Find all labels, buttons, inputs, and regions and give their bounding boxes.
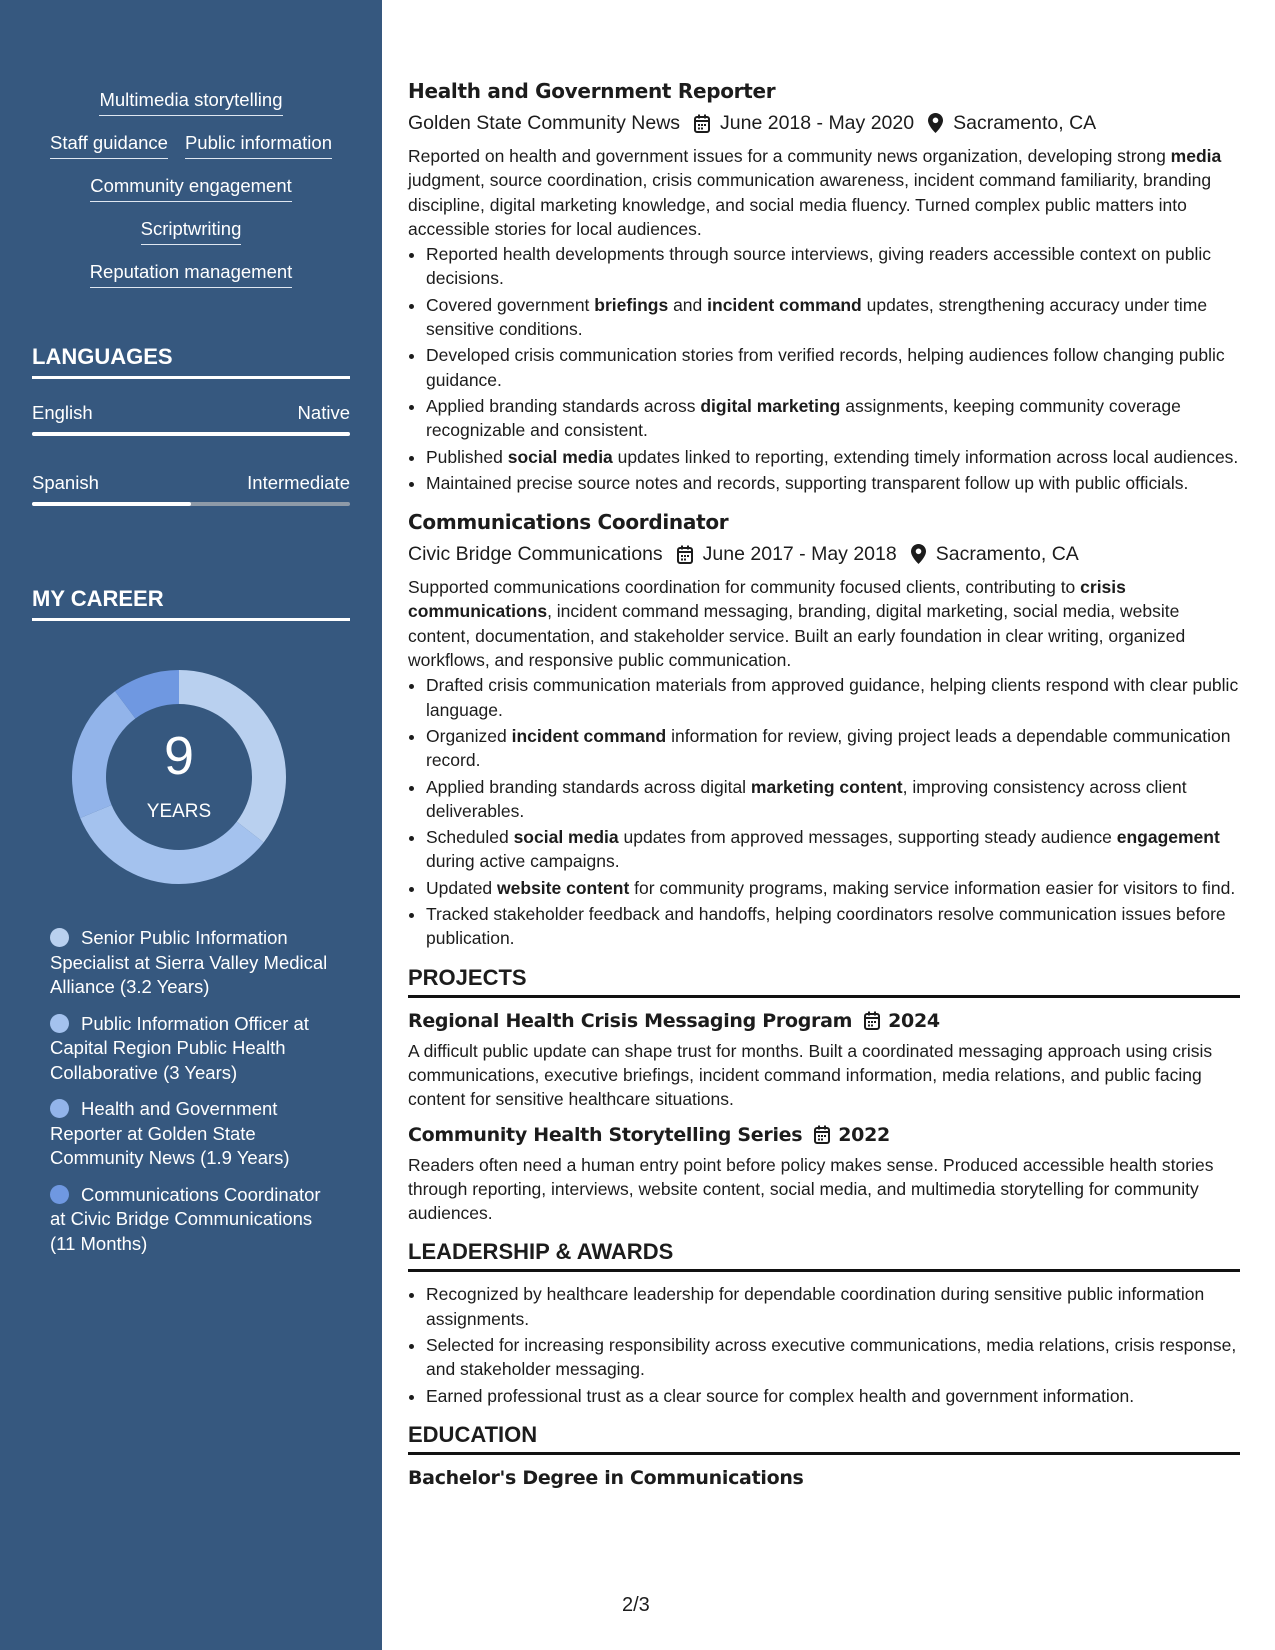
skill-tag: Community engagement [90, 174, 292, 202]
calendar-icon [864, 1011, 880, 1030]
bullet-item: • Updated website content for community programs, making service information easier for visitors to find. [426, 876, 1240, 900]
skill-tag: Staff guidance [50, 131, 168, 159]
bullet-item: • Organized incident command information for review, giving project leads a dependable communication record. [426, 724, 1240, 773]
project-header [408, 1122, 1240, 1148]
language-item [32, 402, 350, 436]
job-summary: Reported on health and government issues for a community news organization, developing strong media judgment, source coordination, crisis communication awareness, incident command familiarity, branding discipline, digital marketing knowledge, and social media fluency. Turned complex public matters into accessible stories for local audiences. [408, 146, 1222, 239]
job-location: Sacramento, CA [935, 543, 1079, 566]
language-bar [32, 502, 350, 506]
language-name: English [32, 402, 93, 423]
bullet-item: • Reported health developments through source interviews, giving readers accessible context on public decisions. [426, 242, 1240, 291]
experience-entry [408, 509, 1240, 950]
project-description: Readers often need a human entry point before policy makes sense. Produced accessible health stories through reporting, interviews, website content, social media, and multimedia storytelling for community audiences. [408, 1154, 1214, 1224]
projects-heading: PROJECTS [408, 965, 1240, 998]
skill-tag: Public information [185, 131, 332, 159]
sidebar [0, 0, 382, 1650]
career-legend-text: Senior Public Information Specialist at Sierra Valley Medical Alliance (3.2 Years) [50, 927, 328, 997]
project-year: 2022 [838, 1123, 890, 1146]
career-legend-text: Public Information Officer at Capital Region Public Health Collaborative (3 Years) [50, 1012, 309, 1083]
career-legend-text: Communications Coordinator at Civic Bridge Communications (11 Months) [50, 1183, 321, 1254]
company-name: Golden State Community News [408, 112, 681, 134]
career-legend-item [50, 926, 340, 1000]
job-bullets [408, 673, 1240, 950]
experience-entry [408, 78, 1240, 495]
project-description: A difficult public update can shape trust for months. Built a coordinated messaging approach using crisis communications, executive briefings, incident command information, media relations, and public facing content for sensitive healthcare situations. [408, 1040, 1213, 1110]
bullet-item: • Tracked stakeholder feedback and handoffs, helping coordinators resolve communication issues before publication. [426, 902, 1240, 951]
language-bar-fill [32, 502, 191, 506]
language-bar-fill [32, 432, 350, 436]
legend-dot [50, 1185, 69, 1204]
legend-dot [50, 1014, 69, 1033]
career-donut-chart [66, 664, 292, 890]
career-heading: MY CAREER [32, 586, 350, 621]
career-legend-item [50, 1097, 340, 1171]
legend-dot [50, 1099, 69, 1118]
bullet-item: • Recognized by healthcare leadership for dependable coordination during sensitive public information assignments. [426, 1282, 1240, 1331]
project-entry [408, 1122, 1240, 1226]
career-legend-item [50, 1012, 340, 1086]
career-legend-text: Health and Government Reporter at Golden State Community News (1.9 Years) [50, 1098, 290, 1168]
project-title: Community Health Storytelling Series [408, 1123, 803, 1146]
bullet-item: • Covered government briefings and incident command updates, strengthening accuracy under time sensitive conditions. [426, 293, 1240, 342]
location-pin-icon [911, 544, 926, 564]
career-total-unit: YEARS [146, 801, 212, 822]
job-location: Sacramento, CA [953, 112, 1097, 134]
language-name: Spanish [32, 472, 99, 493]
job-dates: June 2018 - May 2020 [720, 112, 915, 134]
leadership-heading: LEADERSHIP & AWARDS [408, 1239, 1240, 1272]
project-title: Regional Health Crisis Messaging Program [408, 1009, 853, 1032]
skill-tag: Scriptwriting [141, 217, 242, 245]
location-pin-icon [928, 113, 943, 133]
job-bullets [408, 242, 1240, 495]
bullet-item: • Published social media updates linked to reporting, extending timely information across local audiences. [426, 445, 1240, 469]
education-degree: Bachelor's Degree in Communications [408, 1466, 804, 1489]
skill-tag: Reputation management [90, 260, 293, 288]
bullet-item: • Earned professional trust as a clear source for complex health and government information. [426, 1384, 1240, 1408]
bullet-item: • Selected for increasing responsibility across executive communications, media relations, crisis response, and stakeholder messaging. [426, 1333, 1240, 1382]
language-bar [32, 432, 350, 436]
main-content [408, 78, 1240, 1496]
leadership-list [408, 1282, 1240, 1407]
bullet-item: • Applied branding standards across digital marketing content, improving consistency across client deliverables. [426, 775, 1240, 824]
skill-tag: Multimedia storytelling [99, 88, 282, 116]
language-level: Native [297, 402, 350, 423]
bullet-item: • Drafted crisis communication materials from approved guidance, helping clients respond with clear public language. [426, 673, 1240, 722]
bullet-item: • Applied branding standards across digital marketing assignments, keeping community coverage recognizable and consistent. [426, 394, 1240, 443]
career-legend [50, 926, 340, 1268]
bullet-item: • Developed crisis communication stories from verified records, helping audiences follow changing public guidance. [426, 343, 1240, 392]
calendar-icon [677, 545, 693, 564]
career-legend-item [50, 1183, 340, 1257]
bullet-item: • Maintained precise source notes and records, supporting transparent follow up with public officials. [426, 471, 1240, 495]
career-donut-segment-2 [72, 691, 135, 818]
project-header [408, 1008, 1240, 1034]
calendar-icon [814, 1125, 830, 1144]
language-level: Intermediate [247, 472, 350, 493]
job-title: Health and Government Reporter [408, 79, 776, 103]
education-heading: EDUCATION [408, 1422, 1240, 1455]
job-meta [408, 541, 1240, 567]
skills-list [32, 88, 350, 303]
job-summary: Supported communications coordination for community focused clients, contributing to crisis communications, incident command messaging, branding, digital marketing, social media, website content, documentation, and stakeholder service. Built an early foundation in clear writing, organized workflows, and responsive public communication. [408, 577, 1186, 671]
languages-heading: LANGUAGES [32, 344, 350, 379]
career-total-number: 9 [163, 726, 195, 786]
project-year: 2024 [888, 1009, 940, 1032]
company-name: Civic Bridge Communications [408, 543, 663, 566]
job-meta [408, 110, 1240, 136]
job-dates: June 2017 - May 2018 [702, 543, 897, 566]
language-item [32, 472, 350, 506]
calendar-icon [694, 114, 710, 133]
project-entry [408, 1008, 1240, 1112]
page-number: 2/3 [622, 1594, 650, 1616]
job-title: Communications Coordinator [408, 510, 729, 535]
legend-dot [50, 928, 69, 947]
bullet-item: • Scheduled social media updates from approved messages, supporting steady audience engagement during active campaigns. [426, 825, 1240, 874]
